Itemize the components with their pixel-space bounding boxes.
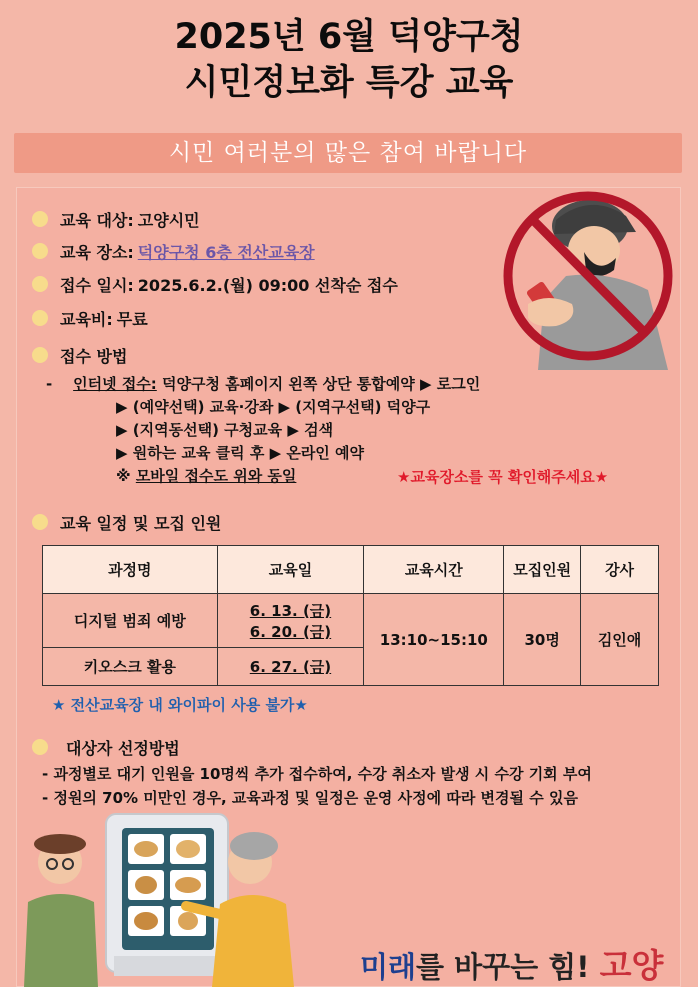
method-label: 접수 방법 [60,346,128,366]
course-cell: 키오스크 활용 [43,648,218,686]
target-value: 고양시민 [137,210,200,230]
selection-label: 대상자 선정방법 [66,738,180,758]
table-row [43,594,659,648]
method-row [32,343,127,367]
bullet-dot [32,739,48,755]
selection-line-2: - 정원의 70% 미만인 경우, 교육과정 및 일정은 운영 사정에 따라 변경될 수 있음 [42,789,578,807]
fee-label: 교육비: [60,309,113,329]
place-warning: ★교육장소를 꼭 확인해주세요★ [397,468,609,486]
date-cell [217,594,364,648]
bullet-dot [32,514,48,530]
reception-label: 접수 일시: [60,275,134,295]
slogan-part-2: 를 바꾸는 힘! [416,950,600,984]
header-capacity: 모집인원 [504,546,581,594]
selection-row [32,735,180,759]
date-value: 6. 27. (금) [249,658,332,676]
slogan-part-3: 고양 [599,946,664,985]
title-line-1: 2025년 6월 덕양구청 [174,17,524,57]
place-value: 덕양구청 6층 전산교육장 [137,242,315,262]
date-value: 6. 13. (금) [249,601,332,620]
method-line-2: ▶ (예약선택) 교육·강좌 ▶ (지역구선택) 덕양구 [116,398,431,416]
time-cell: 13:10~15:10 [364,594,504,686]
target-label: 교육 대상: [60,210,134,230]
target-row [32,207,200,231]
wifi-notice: ★ 전산교육장 내 와이파이 사용 불가★ [52,696,308,714]
method-dash: - [46,375,53,393]
reception-row [32,272,398,296]
place-row [32,239,315,263]
bullet-dot [32,310,48,326]
reception-value: 2025.6.2.(월) 09:00 선착순 접수 [137,275,398,295]
method-line-1-rest: 덕양구청 홈페이지 왼쪽 상단 통합예약 ▶ 로그인 [156,375,481,393]
fee-row [32,306,148,330]
fee-value: 무료 [116,309,148,329]
selection-line-1: - 과정별로 대기 인원을 10명씩 추가 접수하여, 수강 취소자 발생 시 수강 기회 부여 [42,765,592,783]
method-line-1 [46,373,480,396]
online-label: 인터넷 접수: [73,375,157,393]
header-course: 과정명 [43,546,218,594]
capacity-cell: 30명 [504,594,581,686]
kiosk-illustration [14,806,314,987]
place-label: 교육 장소: [60,242,134,262]
bullet-dot [32,276,48,292]
page-title [0,14,698,106]
slogan-part-1: 미래 [360,950,417,984]
schedule-table [42,545,659,686]
method-line-3: ▶ (지역동선택) 구청교육 ▶ 검색 [116,421,334,439]
selection-lines [42,762,592,810]
bullet-dot [32,347,48,363]
bullet-dot [32,211,48,227]
participation-banner: 시민 여러분의 많은 참여 바랍니다 [14,133,682,173]
table-header-row [43,546,659,594]
title-line-2: 시민정보화 특강 교육 [184,63,514,103]
course-cell: 디지털 범죄 예방 [43,594,218,648]
note-mark: ※ [116,467,136,485]
header-time: 교육시간 [364,546,504,594]
date-value: 6. 20. (금) [249,622,332,641]
schedule-label: 교육 일정 및 모집 인원 [60,513,222,533]
slogan [360,940,663,987]
bullet-dot [32,243,48,259]
no-phone-icon [498,180,678,370]
header-instructor: 강사 [581,546,659,594]
note-text: 모바일 접수도 위와 동일 [135,467,297,485]
schedule-row [32,510,221,534]
header-date: 교육일 [217,546,364,594]
method-line-4: ▶ 원하는 교육 클릭 후 ▶ 온라인 예약 [116,444,364,462]
date-cell [217,648,364,686]
instructor-cell: 김인애 [581,594,659,686]
